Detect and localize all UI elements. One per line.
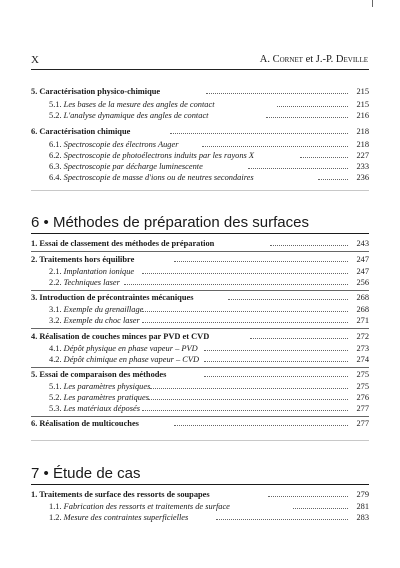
toc-entry-title: 6. Caractérisation chimique (31, 127, 131, 136)
toc-subentry-label (49, 99, 215, 110)
dot-leader (216, 519, 348, 520)
toc-subentry-number: 6.3. (49, 162, 62, 171)
toc-subentry-label (49, 381, 150, 392)
toc-entry-page: 243 (356, 239, 369, 248)
chapter-separator (31, 440, 369, 441)
dot-leader (148, 399, 348, 400)
toc-subentry-text: Les paramètres pratiques (63, 393, 149, 402)
toc-subentry (0, 381, 400, 392)
toc-subentry-number: 2.1. (49, 267, 62, 276)
toc-entry (0, 369, 400, 380)
chapter-title (31, 465, 141, 482)
toc-entry-page: 218 (356, 127, 369, 136)
toc-subentry-number: 1.1. (49, 502, 62, 511)
toc-subentry-page: 236 (356, 173, 369, 182)
toc-subentry-text: Spectroscopie par décharge luminescente (63, 162, 203, 171)
dot-leader (202, 146, 348, 147)
toc-entry (0, 254, 400, 265)
toc-subentry-text: Dépôt physique en phase vapeur – PVD (63, 344, 198, 353)
entry-rule (31, 328, 369, 329)
dot-leader (124, 284, 348, 285)
dot-leader (204, 376, 348, 377)
toc-subentry (0, 501, 400, 512)
toc-subentry-number: 3.1. (49, 305, 62, 314)
toc-subentry (0, 403, 400, 414)
toc-subentry-label (49, 392, 149, 403)
toc-entry (0, 126, 400, 137)
chapter-bullet: • (43, 214, 49, 231)
toc-entry (0, 489, 400, 500)
toc-entry-title: 5. Caractérisation physico-chimique (31, 87, 161, 96)
toc-subentry-text: Dépôt chimique en phase vapeur – CVD (63, 355, 200, 364)
dot-leader (142, 410, 348, 411)
chapter-number: 6 (31, 214, 40, 231)
running-header-authors (230, 54, 368, 65)
dot-leader (248, 168, 348, 169)
toc-entry-title: 4. Réalisation de couches minces par PVD et CVD (31, 332, 210, 341)
toc-subentry (0, 304, 400, 315)
author-cornet: Cornet (272, 54, 303, 65)
chapter-number: 7 (31, 465, 40, 482)
toc-entry (0, 86, 400, 97)
dot-leader (142, 311, 348, 312)
toc-subentry-label (49, 172, 254, 183)
header-rule (31, 69, 369, 70)
toc-subentry (0, 161, 400, 172)
chapter-title-rule (31, 233, 369, 234)
toc-subentry-page: 215 (356, 100, 369, 109)
authors-mid: et J.-P. (302, 54, 336, 65)
toc-entry (0, 331, 400, 342)
toc-subentry-page: 271 (356, 316, 369, 325)
toc-subentry (0, 512, 400, 523)
toc-subentry-page: 277 (356, 404, 369, 413)
toc-subentry (0, 172, 400, 183)
toc-subentry-text: Implantation ionique (63, 267, 135, 276)
toc-subentry-page: 281 (356, 502, 369, 511)
toc-entry-page: 247 (356, 255, 369, 264)
toc-subentry-label (49, 315, 140, 326)
toc-subentry-label (49, 501, 230, 512)
dot-leader (266, 117, 348, 118)
toc-subentry (0, 392, 400, 403)
dot-leader (206, 93, 348, 94)
dot-leader (228, 299, 348, 300)
toc-subentry-number: 6.2. (49, 151, 62, 160)
page-number: X (31, 54, 39, 66)
toc-subentry (0, 139, 400, 150)
toc-subentry-text: Exemple du choc laser (63, 316, 140, 325)
toc-subentry-text: Exemple du grenaillage (63, 305, 144, 314)
toc-subentry (0, 354, 400, 365)
entry-rule (31, 367, 369, 368)
dot-leader (174, 425, 348, 426)
toc-subentry-page: 273 (356, 344, 369, 353)
toc-subentry-page: 256 (356, 278, 369, 287)
toc-subentry-label (49, 161, 203, 172)
toc-subentry-label (49, 403, 140, 414)
toc-subentry-page: 227 (356, 151, 369, 160)
chapter-title-rule (31, 484, 369, 485)
toc-entry (0, 418, 400, 429)
authors-prefix: A. (259, 54, 273, 65)
toc-subentry-page: 218 (356, 140, 369, 149)
toc-subentry-number: 6.4. (49, 173, 62, 182)
entry-rule (31, 416, 369, 417)
toc-subentry-label (49, 343, 198, 354)
toc-subentry-text: Mesure des contraintes superficielles (63, 513, 189, 522)
toc-subentry-text: Spectroscopie des électrons Auger (63, 140, 179, 149)
toc-entry (0, 238, 400, 249)
toc-subentry (0, 315, 400, 326)
toc-subentry-page: 283 (356, 513, 369, 522)
toc-subentry-label (49, 150, 254, 161)
entry-rule (31, 290, 369, 291)
toc-entry-page: 275 (356, 370, 369, 379)
toc-subentry-number: 5.1. (49, 382, 62, 391)
toc-subentry-label (49, 110, 209, 121)
toc-subentry-number: 1.2. (49, 513, 62, 522)
toc-subentry-number: 6.1. (49, 140, 62, 149)
chapter-separator (31, 190, 369, 191)
toc-subentry-label (49, 139, 178, 150)
toc-subentry-page: 233 (356, 162, 369, 171)
toc-subentry (0, 277, 400, 288)
author-deville: Deville (335, 54, 368, 65)
toc-subentry-text: Techniques laser (63, 278, 120, 287)
toc-entry-page: 279 (356, 490, 369, 499)
toc-entry-title: 2. Traitements hors équilibre (31, 255, 135, 264)
dot-leader (318, 179, 348, 180)
entry-rule (31, 251, 369, 252)
dot-leader (142, 273, 348, 274)
toc-subentry-page: 274 (356, 355, 369, 364)
toc-subentry-number: 2.2. (49, 278, 62, 287)
toc-subentry-number: 5.2. (49, 393, 62, 402)
dot-leader (277, 106, 348, 107)
dot-leader (174, 261, 348, 262)
dot-leader (150, 388, 348, 389)
toc-subentry-text: Spectroscopie de photoélectrons induits par les rayons X (63, 151, 255, 160)
toc-subentry-number: 4.2. (49, 355, 62, 364)
toc-entry-page: 272 (356, 332, 369, 341)
toc-subentry-page: 276 (356, 393, 369, 402)
toc-subentry-label (49, 512, 188, 523)
toc-subentry-number: 5.1. (49, 100, 62, 109)
toc-subentry-label (49, 277, 120, 288)
dot-leader (142, 322, 348, 323)
toc-subentry-label (49, 304, 143, 315)
toc-subentry-text: Spectroscopie de masse d'ions ou de neutres secondaires (63, 173, 254, 182)
dot-leader (250, 338, 348, 339)
toc-subentry-page: 268 (356, 305, 369, 314)
toc-entry (0, 292, 400, 303)
toc-subentry (0, 150, 400, 161)
toc-subentry-text: Les bases de la mesure des angles de contact (63, 100, 215, 109)
toc-subentry (0, 266, 400, 277)
dot-leader (268, 496, 348, 497)
toc-subentry (0, 343, 400, 354)
toc-entry-title: 3. Introduction de précontraintes mécaniques (31, 293, 194, 302)
toc-subentry (0, 110, 400, 121)
toc-subentry-page: 247 (356, 267, 369, 276)
dot-leader (300, 157, 348, 158)
toc-subentry-number: 5.2. (49, 111, 62, 120)
dot-leader (170, 133, 348, 134)
chapter-bullet: • (43, 465, 49, 482)
toc-subentry-text: Les paramètres physiques (63, 382, 151, 391)
toc-subentry-number: 4.1. (49, 344, 62, 353)
toc-subentry-label (49, 266, 134, 277)
toc-subentry-page: 216 (356, 111, 369, 120)
toc-subentry-text: Fabrication des ressorts et traitements de surface (63, 502, 230, 511)
toc-subentry-label (49, 354, 199, 365)
toc-subentry-number: 5.3. (49, 404, 62, 413)
toc-subentry (0, 99, 400, 110)
toc-entry-page: 277 (356, 419, 369, 428)
toc-entry-page: 268 (356, 293, 369, 302)
chapter-title-text: Méthodes de préparation des surfaces (52, 214, 309, 231)
toc-entry-title: 6. Réalisation de multicouches (31, 419, 139, 428)
toc-subentry-number: 3.2. (49, 316, 62, 325)
toc-entry-page: 215 (356, 87, 369, 96)
edge-tick-mark (372, 0, 373, 7)
toc-entry-title: 1. Essai de classement des méthodes de préparation (31, 239, 215, 248)
toc-entry-title: 1. Traitements de surface des ressorts de soupapes (31, 490, 210, 499)
chapter-title (31, 214, 309, 231)
toc-subentry-page: 275 (356, 382, 369, 391)
dot-leader (293, 508, 348, 509)
dot-leader (270, 245, 348, 246)
toc-entry-title: 5. Essai de comparaison des méthodes (31, 370, 167, 379)
toc-subentry-text: Les matériaux déposés (63, 404, 140, 413)
chapter-title-text: Étude de cas (52, 465, 141, 482)
dot-leader (204, 361, 348, 362)
dot-leader (204, 350, 348, 351)
toc-subentry-text: L'analyse dynamique des angles de contact (63, 111, 209, 120)
